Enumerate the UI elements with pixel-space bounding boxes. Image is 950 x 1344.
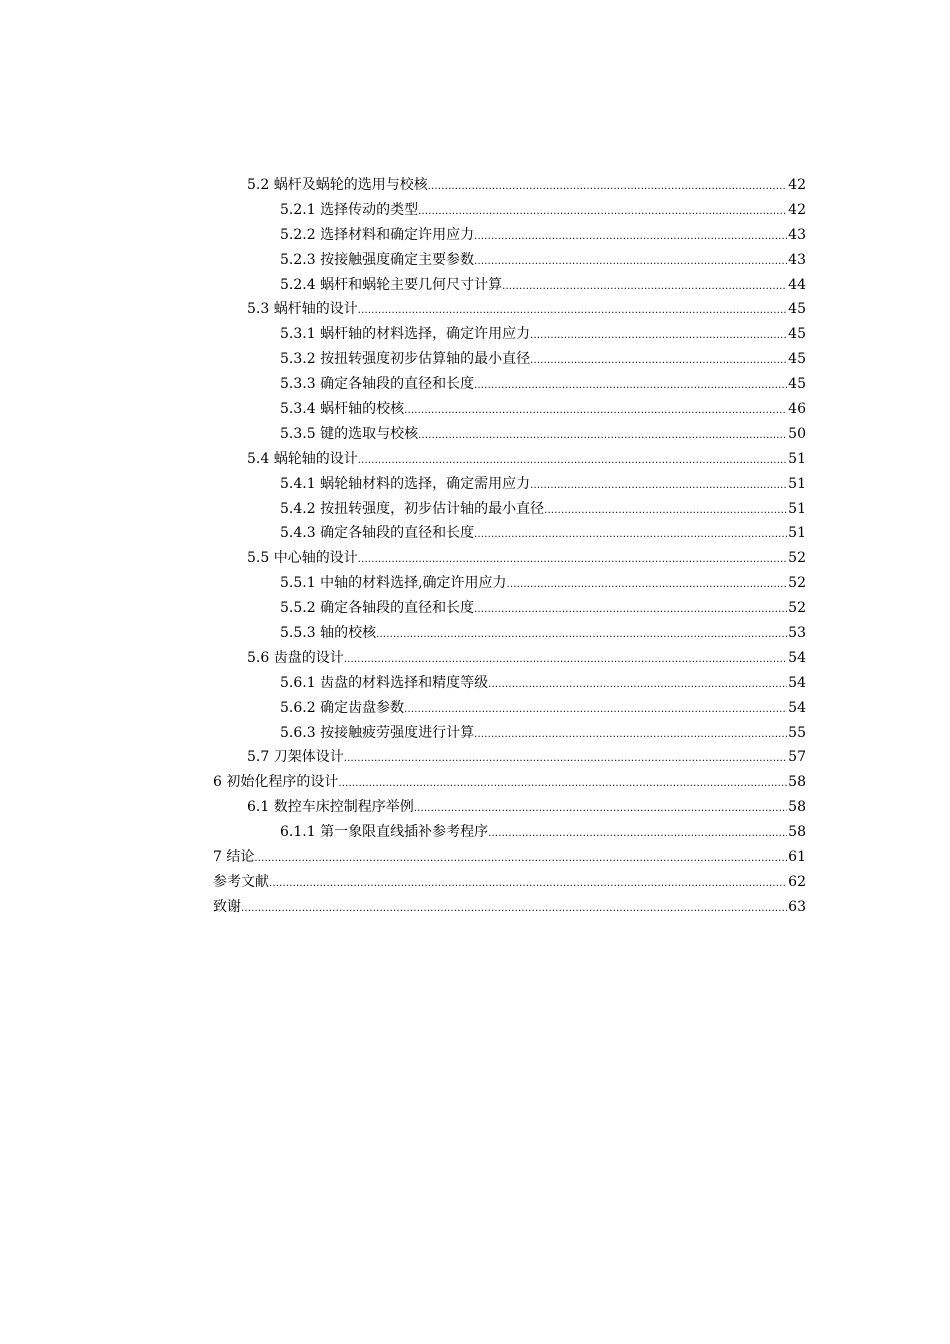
toc-entry-title: 致谢 (213, 898, 241, 915)
toc-entry-page-number: 45 (788, 351, 806, 368)
toc-entry-page-number: 55 (788, 724, 806, 741)
toc-entry-title: 5.7 刀架体设计 (247, 749, 344, 766)
toc-entry-title: 6 初始化程序的设计 (213, 774, 339, 791)
toc-entry-title: 5.2.3 按接触强度确定主要参数 (280, 251, 475, 268)
toc-leader-dots (418, 424, 787, 449)
toc-leader-dots (474, 723, 787, 748)
toc-leader-dots (344, 747, 787, 772)
toc-entry[interactable] (213, 273, 806, 298)
toc-leader-dots (404, 698, 787, 723)
toc-entry[interactable] (213, 546, 806, 571)
toc-leader-dots (530, 474, 787, 499)
toc-entry-title: 5.4 蜗轮轴的设计 (247, 450, 358, 467)
toc-entry-page-number: 61 (788, 849, 806, 866)
toc-entry-title: 6.1.1 第一象限直线插补参考程序 (280, 824, 489, 841)
toc-leader-dots (269, 872, 787, 897)
toc-leader-dots (376, 623, 787, 648)
toc-leader-dots (358, 449, 787, 474)
toc-entry-page-number: 54 (788, 649, 806, 666)
toc-entry-page-number: 51 (788, 450, 806, 467)
toc-entry[interactable] (213, 521, 806, 546)
toc-entry-title: 5.3.5 键的选取与校核 (280, 425, 419, 442)
toc-entry-page-number: 52 (788, 550, 806, 567)
toc-leader-dots (530, 324, 787, 349)
toc-entry-page-number: 51 (788, 500, 806, 517)
toc-leader-dots (344, 648, 787, 673)
toc-entry[interactable] (213, 173, 806, 198)
toc-entry-page-number: 46 (788, 401, 806, 418)
toc-entry[interactable] (213, 596, 806, 621)
toc-entry[interactable] (213, 671, 806, 696)
toc-entry-page-number: 58 (788, 799, 806, 816)
toc-leader-dots (474, 250, 787, 275)
toc-leader-dots (530, 349, 787, 374)
toc-entry-title: 5.6.2 确定齿盘参数 (280, 699, 405, 716)
toc-entry[interactable] (213, 696, 806, 721)
toc-entry-page-number: 42 (788, 201, 806, 218)
toc-leader-dots (502, 275, 787, 300)
toc-entry-page-number: 62 (788, 873, 806, 890)
toc-entry-page-number: 57 (788, 749, 806, 766)
toc-entry[interactable] (213, 322, 806, 347)
toc-entry-page-number: 42 (788, 177, 806, 193)
toc-entry-title: 5.2.2 选择材料和确定许用应力 (280, 226, 475, 243)
toc-entry[interactable] (213, 497, 806, 522)
toc-entry-title: 5.4.2 按扭转强度，初步估计轴的最小直径 (280, 500, 545, 517)
toc-entry[interactable] (213, 198, 806, 223)
toc-entry[interactable] (213, 770, 806, 795)
toc-leader-dots (474, 374, 787, 399)
toc-entry-title: 5.4.1 蜗轮轴材料的选择，确定需用应力 (280, 475, 531, 492)
toc-entry-page-number: 51 (788, 525, 806, 542)
toc-leader-dots (358, 299, 787, 324)
toc-entry-title: 5.3.3 确定各轴段的直径和长度 (280, 376, 475, 393)
toc-entry-page-number: 54 (788, 674, 806, 691)
toc-entry-page-number: 45 (788, 301, 806, 318)
toc-entry[interactable] (213, 870, 806, 895)
table-of-contents (213, 173, 806, 920)
toc-entry-page-number: 51 (788, 475, 806, 492)
toc-entry[interactable] (213, 895, 806, 920)
toc-entry[interactable] (213, 721, 806, 746)
toc-entry-title: 5.3.2 按扭转强度初步估算轴的最小直径 (280, 351, 531, 368)
toc-entry[interactable] (213, 646, 806, 671)
toc-leader-dots (507, 573, 788, 598)
toc-leader-dots (358, 548, 787, 573)
toc-entry-title: 5.2.1 选择传动的类型 (280, 201, 419, 218)
toc-leader-dots (474, 225, 787, 250)
toc-entry-title: 5.3.1 蜗杆轴的材料选择，确定许用应力 (280, 326, 531, 343)
toc-entry[interactable] (213, 422, 806, 447)
toc-entry-title: 5.2.4 蜗杆和蜗轮主要几何尺寸计算 (280, 276, 503, 293)
toc-entry-page-number: 52 (788, 575, 806, 592)
toc-entry-title: 5.5.1 中轴的材料选择,确定许用应力 (280, 575, 507, 592)
toc-leader-dots (488, 822, 787, 847)
toc-entry-title: 参考文献 (213, 873, 269, 890)
toc-entry-title: 5.5.2 确定各轴段的直径和长度 (280, 600, 475, 617)
toc-entry-page-number: 50 (788, 425, 806, 442)
toc-leader-dots (474, 523, 787, 548)
toc-entry[interactable] (213, 472, 806, 497)
toc-leader-dots (544, 499, 787, 524)
toc-entry-page-number: 53 (788, 625, 806, 642)
toc-entry[interactable] (213, 820, 806, 845)
toc-leader-dots (254, 847, 787, 872)
toc-entry-title: 5.5 中心轴的设计 (247, 550, 358, 567)
toc-leader-dots (428, 175, 787, 200)
toc-entry[interactable] (213, 372, 806, 397)
toc-entry[interactable] (213, 447, 806, 472)
toc-entry[interactable] (213, 223, 806, 248)
toc-entry-title: 5.6 齿盘的设计 (247, 649, 344, 666)
toc-entry-page-number: 45 (788, 376, 806, 393)
toc-entry-title: 5.6.3 按接触疲劳强度进行计算 (280, 724, 475, 741)
toc-entry-page-number: 58 (788, 774, 806, 791)
toc-entry-title: 5.4.3 确定各轴段的直径和长度 (280, 525, 475, 542)
toc-entry-page-number: 52 (788, 600, 806, 617)
toc-leader-dots (488, 673, 787, 698)
toc-entry[interactable] (213, 297, 806, 322)
toc-entry[interactable] (213, 621, 806, 646)
toc-leader-dots (404, 399, 787, 424)
toc-entry[interactable] (213, 397, 806, 422)
toc-leader-dots (338, 772, 787, 797)
toc-entry-page-number: 44 (788, 276, 806, 293)
toc-leader-dots (414, 797, 787, 822)
toc-entry-page-number: 45 (788, 326, 806, 343)
toc-entry-title: 5.6.1 齿盘的材料选择和精度等级 (280, 674, 489, 691)
toc-entry[interactable] (213, 795, 806, 820)
toc-entry-page-number: 43 (788, 251, 806, 268)
toc-leader-dots (241, 897, 787, 922)
toc-entry-page-number: 54 (788, 699, 806, 716)
toc-entry-title: 7 结论 (213, 849, 255, 866)
toc-entry[interactable] (213, 845, 806, 870)
toc-entry[interactable] (213, 248, 806, 273)
toc-entry[interactable] (213, 745, 806, 770)
toc-entry[interactable] (213, 347, 806, 372)
toc-entry-title: 5.2 蜗杆及蜗轮的选用与校核 (247, 177, 428, 193)
toc-entry-page-number: 43 (788, 226, 806, 243)
toc-leader-dots (418, 200, 787, 225)
toc-entry-title: 5.5.3 轴的校核 (280, 625, 377, 642)
toc-entry[interactable] (213, 571, 806, 596)
toc-entry-page-number: 63 (788, 898, 806, 915)
toc-entry-page-number: 58 (788, 824, 806, 841)
toc-entry-title: 5.3 蜗杆轴的设计 (247, 301, 358, 318)
toc-entry-title: 6.1 数控车床控制程序举例 (247, 799, 414, 816)
toc-leader-dots (474, 598, 787, 623)
toc-entry-title: 5.3.4 蜗杆轴的校核 (280, 401, 405, 418)
